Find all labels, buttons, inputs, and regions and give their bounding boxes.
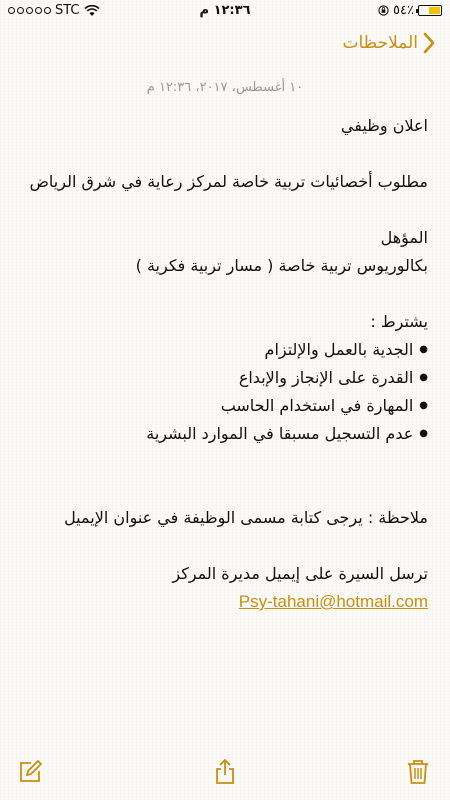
list-item: ● عدم التسجيل مسبقا في الموارد البشرية [18, 420, 428, 448]
list-item: ● المهارة في استخدام الحاسب [18, 392, 428, 420]
back-button[interactable] [342, 32, 436, 54]
carrier-label: STC [55, 3, 80, 18]
requirements-label: يشترط : [370, 312, 428, 331]
bullet-icon: ● [419, 428, 428, 439]
delete-button[interactable] [404, 758, 432, 786]
battery-percent: ٥٤٪ [393, 3, 414, 18]
qualification-label: المؤهل [380, 228, 428, 247]
bullet-icon: ● [419, 400, 428, 411]
note-date: ١٠ أغسطس، ٢٠١٧، ١٢:٣٦ م [146, 80, 304, 95]
status-right [378, 3, 442, 18]
send-instructions: ترسل السيرة على إيميل مديرة المركز [172, 564, 428, 583]
compose-icon [16, 758, 44, 786]
status-bar [0, 0, 450, 22]
battery-icon [418, 5, 442, 16]
note-remark: ملاحظة : يرجى كتابة مسمى الوظيفة في عنوان الإيميل [64, 508, 428, 527]
chevron-right-icon [422, 32, 436, 54]
bullet-icon: ● [419, 344, 428, 355]
note-body[interactable] [18, 112, 428, 616]
note-title: اعلان وظيفي [340, 116, 428, 135]
trash-icon [404, 758, 432, 786]
status-time: ١٢:٣٦ م [199, 3, 251, 18]
rotation-lock-icon [378, 5, 389, 16]
bottom-toolbar [0, 744, 450, 800]
list-item: ● القدرة على الإنجاز والإبداع [18, 364, 428, 392]
share-button[interactable] [211, 758, 239, 786]
email-link[interactable]: Psy-tahani@hotmail.com [238, 592, 428, 611]
list-item: ● الجدية بالعمل والإلتزام [18, 336, 428, 364]
bullet-icon: ● [419, 372, 428, 383]
back-label: الملاحظات [342, 33, 418, 53]
share-icon [211, 758, 239, 786]
note-line-1: مطلوب أخصائيات تربية خاصة لمركز رعاية في شرق الرياض [29, 172, 428, 191]
qualification-value: بكالوريوس تربية خاصة ( مسار تربية فكرية ) [135, 256, 428, 275]
compose-button[interactable] [16, 758, 44, 786]
